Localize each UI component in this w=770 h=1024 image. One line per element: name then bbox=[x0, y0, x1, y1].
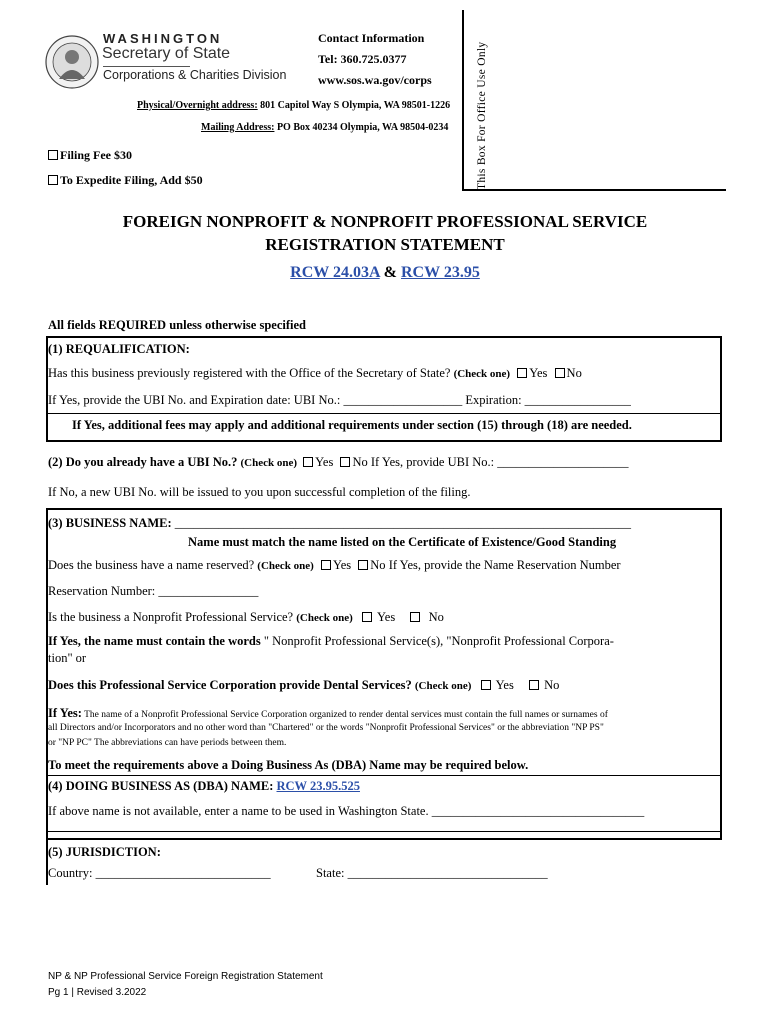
section5-left-border bbox=[46, 840, 48, 885]
section3-left-border bbox=[46, 508, 48, 776]
section2-new-ubi-note: If No, a new UBI No. will be issued to you upon successful completion of the filing. bbox=[48, 485, 471, 499]
section3-words-bold: If Yes, the name must contain the words bbox=[48, 634, 261, 648]
section1-no-label: No bbox=[566, 366, 582, 380]
section2-no-label: No bbox=[352, 455, 368, 469]
section3-nps-check-one: (Check one) bbox=[296, 612, 353, 624]
reservation-number-field[interactable]: Reservation Number: ________________ bbox=[48, 584, 259, 598]
section2-no-checkbox[interactable] bbox=[340, 457, 350, 467]
section3-check-one: (Check one) bbox=[257, 560, 314, 572]
logo-secretary-of-state: Secretary of State bbox=[102, 45, 231, 62]
section1-right-border bbox=[720, 336, 722, 442]
section3-ifyes-line2: all Directors and/or Incorporators and no other word than "Chartered" or the words "Nonprofit Professional Services" or the abbreviation "NP PS" bbox=[48, 723, 604, 733]
section3-nps-yes-label: Yes bbox=[377, 610, 396, 624]
section4-right-border bbox=[720, 776, 722, 840]
section3-reserved-tail: If Yes, provide the Name Reservation Number bbox=[385, 558, 621, 572]
dba-continuation-line bbox=[46, 831, 720, 832]
section3-heading-row bbox=[48, 516, 631, 531]
section3-nps-question bbox=[48, 610, 444, 625]
section3-nps-text: Is the business a Nonprofit Professional Service? bbox=[48, 610, 297, 624]
section3-top-rule bbox=[46, 508, 722, 510]
section3-nps-no-checkbox[interactable] bbox=[410, 612, 420, 622]
filing-fee-checkbox[interactable] bbox=[48, 150, 58, 160]
contact-heading: Contact Information bbox=[318, 31, 425, 45]
section3-reserved-yes-checkbox[interactable] bbox=[321, 560, 331, 570]
section2-check-one: (Check one) bbox=[240, 457, 298, 469]
section3-words-line1 bbox=[48, 634, 614, 649]
section3-words-line2: tion" or bbox=[48, 651, 87, 665]
rcw-23-95-link[interactable]: RCW 23.95 bbox=[401, 264, 480, 281]
section3-must-match-note: Name must match the name listed on the Certificate of Existence/Good Standing bbox=[188, 535, 617, 549]
state-seal-icon bbox=[45, 35, 99, 89]
section4-left-border bbox=[46, 776, 48, 840]
section1-check-one: (Check one) bbox=[453, 368, 511, 380]
section1-heading: (1) REQUALIFICATION: bbox=[48, 342, 190, 356]
logo-divider bbox=[103, 66, 190, 67]
logo-division: Corporations & Charities Division bbox=[103, 68, 287, 82]
section3-reserved-question bbox=[48, 558, 621, 573]
section3-words-rest: " Nonprofit Professional Service(s), "Nonprofit Professional Corpora- bbox=[260, 634, 614, 648]
section1-bottom-rule bbox=[46, 440, 722, 442]
section3-dental-question bbox=[48, 678, 559, 693]
required-fields-note: All fields REQUIRED unless otherwise specified bbox=[48, 318, 306, 332]
footer-form-name: NP & NP Professional Service Foreign Registration Statement bbox=[48, 971, 323, 982]
expedite-fee-checkbox[interactable] bbox=[48, 175, 58, 185]
section2-question-text: (2) Do you already have a UBI No.? bbox=[48, 455, 241, 469]
section3-ifyes-text1: The name of a Nonprofit Professional Service Corporation organized to render dental services must contain the full names or surnames of bbox=[81, 710, 608, 720]
mailing-address-label: Mailing Address: bbox=[201, 122, 275, 133]
section3-nps-no-label: No bbox=[428, 610, 444, 624]
section1-question bbox=[48, 366, 582, 381]
section3-dental-yes-label: Yes bbox=[495, 678, 514, 692]
physical-address-value: 801 Capitol Way S Olympia, WA 98501-1226 bbox=[257, 100, 451, 111]
rcw-24-03a-link[interactable]: RCW 24.03A bbox=[290, 264, 380, 281]
section3-dental-yes-checkbox[interactable] bbox=[481, 680, 491, 690]
section3-reserved-yes-label: Yes bbox=[332, 558, 352, 572]
section3-reserved-text: Does the business have a name reserved? bbox=[48, 558, 258, 572]
filing-fee-label: Filing Fee $30 bbox=[60, 148, 132, 162]
mailing-address-value: PO Box 40234 Olympia, WA 98504-0234 bbox=[274, 122, 449, 133]
section2-yes-label: Yes bbox=[315, 455, 334, 469]
section3-dental-no-checkbox[interactable] bbox=[529, 680, 539, 690]
section1-top-rule bbox=[46, 336, 722, 338]
expedite-fee-label: To Expedite Filing, Add $50 bbox=[60, 173, 203, 187]
section1-mid-rule bbox=[46, 413, 720, 414]
rcw-references bbox=[0, 264, 770, 282]
expedite-fee bbox=[48, 173, 203, 188]
section3-reserved-no-checkbox[interactable] bbox=[358, 560, 368, 570]
dba-name-field[interactable]: If above name is not available, enter a name to be used in Washington State. __________________________________ bbox=[48, 804, 645, 818]
state-field[interactable]: State: ________________________________ bbox=[316, 866, 548, 880]
section3-nps-yes-checkbox[interactable] bbox=[362, 612, 372, 622]
section3-ifyes-line3: or "NP PC" The abbreviations can have periods between them. bbox=[48, 738, 287, 748]
section3-dental-check-one: (Check one) bbox=[414, 680, 472, 692]
office-use-box bbox=[462, 10, 726, 191]
contact-tel: Tel: 360.725.0377 bbox=[318, 52, 407, 66]
section3-heading: (3) BUSINESS NAME: bbox=[48, 516, 175, 530]
section1-ubi-line[interactable]: If Yes, provide the UBI No. and Expiration date: UBI No.: ___________________ Expiration: _________________ bbox=[48, 393, 631, 407]
section3-dba-note: To meet the requirements above a Doing Business As (DBA) Name may be required below. bbox=[48, 758, 529, 772]
office-use-label: This Box For Office Use Only bbox=[476, 41, 488, 190]
logo-washington: WASHINGTON bbox=[103, 31, 223, 46]
section2-yes-checkbox[interactable] bbox=[303, 457, 313, 467]
section4-bottom-rule bbox=[46, 838, 722, 840]
physical-address-label: Physical/Overnight address: bbox=[137, 100, 258, 111]
section3-ifyes-bold: If Yes: bbox=[48, 706, 82, 720]
section3-ifyes-line1 bbox=[48, 706, 608, 721]
physical-address bbox=[137, 100, 450, 111]
section3-right-border bbox=[720, 508, 722, 776]
filing-fee bbox=[48, 148, 132, 163]
rcw-ampersand: & bbox=[379, 264, 401, 281]
rcw-23-95-525-link[interactable]: RCW 23.95.525 bbox=[276, 779, 360, 793]
section1-question-text: Has this business previously registered with the Office of the Secretary of State? bbox=[48, 366, 454, 380]
footer-page-revision: Pg 1 | Revised 3.2022 bbox=[48, 987, 147, 998]
section2-provide-ubi[interactable]: If Yes, provide UBI No.: _____________________ bbox=[367, 455, 629, 469]
business-name-field[interactable]: _________________________________________________________________________ bbox=[174, 516, 632, 530]
section1-no-checkbox[interactable] bbox=[555, 368, 565, 378]
section1-yes-checkbox[interactable] bbox=[517, 368, 527, 378]
section3-dental-text: Does this Professional Service Corporation provide Dental Services? bbox=[48, 678, 415, 692]
section1-yes-label: Yes bbox=[529, 366, 548, 380]
form-title-line2: REGISTRATION STATEMENT bbox=[265, 235, 505, 254]
section4-heading: (4) DOING BUSINESS AS (DBA) NAME: bbox=[48, 779, 277, 793]
mailing-address bbox=[201, 122, 448, 133]
form-title-line1: FOREIGN NONPROFIT & NONPROFIT PROFESSIONAL SERVICE bbox=[122, 212, 648, 231]
section3-reserved-no-label: No bbox=[370, 558, 386, 572]
section5-heading: (5) JURISDICTION: bbox=[48, 845, 161, 859]
section4-heading-row bbox=[48, 779, 360, 794]
contact-web: www.sos.wa.gov/corps bbox=[318, 73, 432, 87]
section1-fees-note: If Yes, additional fees may apply and additional requirements under section (15) through (18) are needed. bbox=[72, 418, 632, 432]
section3-bottom-rule bbox=[46, 775, 720, 776]
country-field[interactable]: Country: ____________________________ bbox=[48, 866, 271, 880]
section2-question bbox=[48, 455, 629, 470]
section3-dental-no-label: No bbox=[544, 678, 560, 692]
section1-left-border bbox=[46, 336, 48, 442]
